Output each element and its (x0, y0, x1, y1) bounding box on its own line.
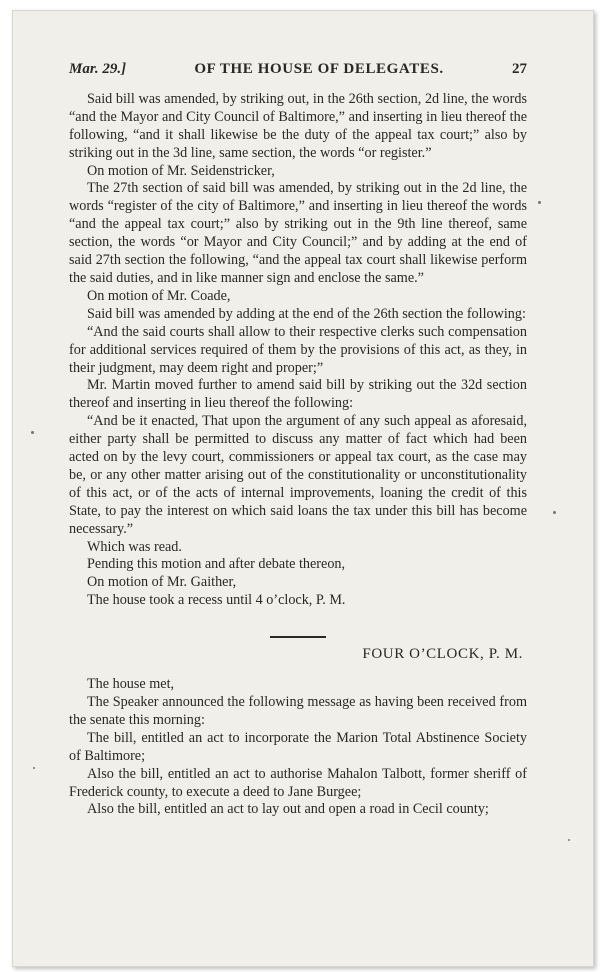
paragraph: Said bill was amended by adding at the end of the 26th section the following: (87, 305, 526, 322)
paper-speck (33, 767, 35, 769)
paragraph: The 27th section of said bill was amended, by striking out in the 2d line, the words “register of the city of Baltimore,” and inserting in lieu thereof the words “and the appeal tax court;” also by striking out in the 9th line thereof, same section, the words “or Mayor and City Council;” and by adding at the end of said 27th section the following, “and the appeal tax court shall likewise perform the said duties, and in like manner sign and enclose the same.” (69, 180, 527, 286)
page-number: 27 (512, 61, 527, 77)
paragraph: Also the bill, entitled an act to authorise Mahalon Talbott, former sheriff of Frederick county, to execute a deed to Jane Burgee; (69, 765, 527, 800)
paragraph: On motion of Mr. Gaither, (87, 574, 237, 591)
paragraph: Mr. Martin moved further to amend said bill by striking out the 32d section thereof and inserting in lieu thereof the following: (69, 377, 527, 412)
header-date: Mar. 29.] (69, 61, 127, 77)
paper-speck (538, 201, 541, 204)
paragraph: Also the bill, entitled an act to lay out and open a road in Cecil county; (87, 801, 489, 818)
header-title: OF THE HOUSE OF DELEGATES. (194, 61, 444, 77)
paragraph: On motion of Mr. Seidenstricker, (87, 162, 275, 179)
running-header (69, 61, 527, 79)
paper-speck (553, 511, 556, 514)
page-content (69, 61, 527, 819)
paragraph: “And be it enacted, That upon the argument of any such appeal as aforesaid, either party shall be permitted to discuss any matter of fact which had been acted on by the levy court, commissioners or appeal tax court, as the case may be, or any other matter arising out of the constitutionality or unconstitutionality of this act, or of the acts of internal improvements, loaning the credit of this State, to pay the interest on which said loans the tax under this bill has become necessary.” (69, 413, 527, 537)
section-subheading: FOUR O’CLOCK, P. M. (362, 646, 523, 663)
paragraph: Said bill was amended, by striking out, in the 26th section, 2d line, the words “and the Mayor and City Council of Baltimore,” and inserting in lieu thereof the following, “and it shall likewise be the duty of the appeal tax court;” also by striking out in the 3d line, same section, the words “or register.” (69, 90, 527, 161)
paper-speck (568, 839, 570, 841)
paragraph: The Speaker announced the following message as having been received from the senate this morning: (69, 694, 527, 728)
paragraph: The house met, (87, 676, 175, 693)
paragraph: “And the said courts shall allow to their respective clerks such compensation for additional services required of them by the provisions of this act, as they, in their judgment, may deem right and proper;” (69, 323, 527, 376)
paragraph: Pending this motion and after debate thereon, (87, 556, 346, 573)
paper-speck (31, 431, 34, 434)
paragraph: Which was read. (87, 538, 182, 555)
paragraph: The bill, entitled an act to incorporate the Marion Total Abstinence Society of Baltimore; (69, 729, 527, 764)
paragraph: On motion of Mr. Coade, (87, 287, 231, 304)
paragraph: The house took a recess until 4 o’clock, P. M. (87, 592, 346, 609)
book-page (12, 10, 594, 967)
section-divider (270, 636, 326, 638)
